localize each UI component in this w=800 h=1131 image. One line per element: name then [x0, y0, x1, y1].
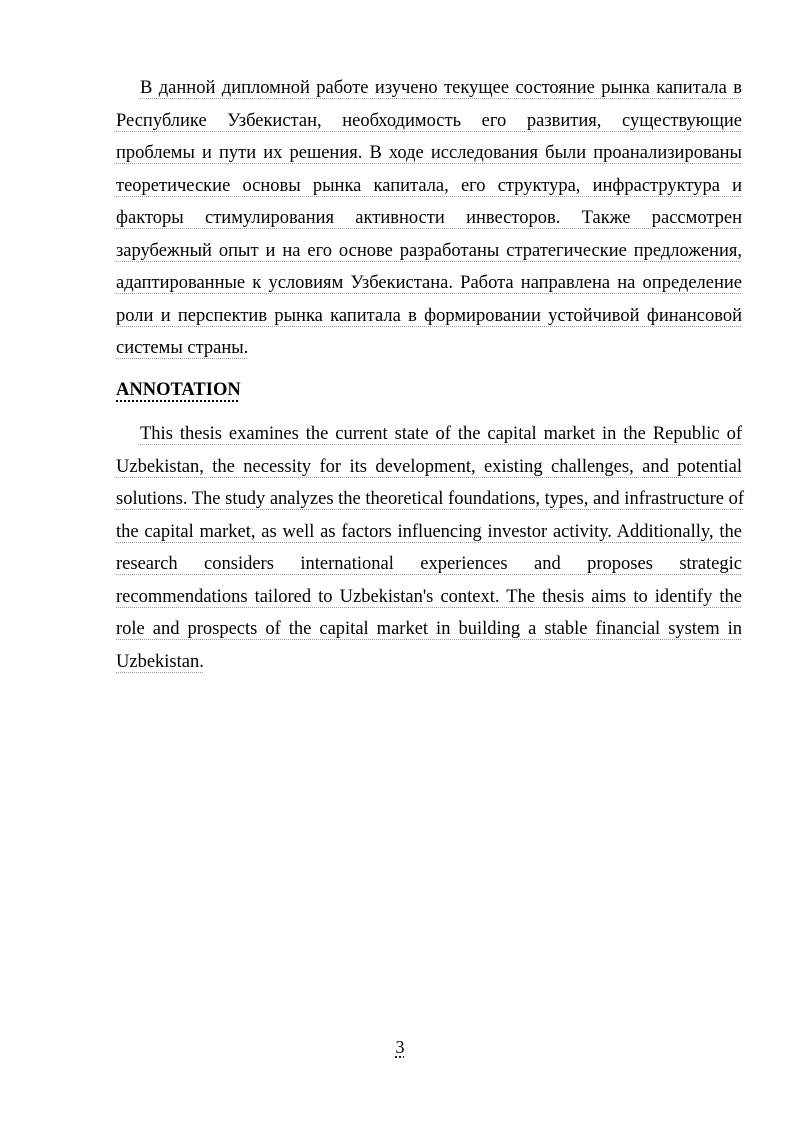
- annotation-line: This thesis examines the current state of the capital market in the Republic of: [140, 424, 742, 444]
- russian-abstract-line: адаптированные к условиям Узбекистана. Работа направлена на определение: [116, 273, 742, 293]
- annotation-line: research considers international experiences and proposes strategic: [116, 554, 742, 574]
- annotation-paragraph: [116, 418, 742, 678]
- russian-abstract-line: роли и перспектив рынка капитала в формировании устойчивой финансовой: [116, 305, 742, 326]
- russian-abstract-line: теоретические основы рынка капитала, его структура, инфраструктура и: [116, 175, 742, 196]
- annotation-line: the capital market, as well as factors influencing investor activity. Additionally, the: [116, 521, 742, 542]
- russian-abstract-line: Республике Узбекистан, необходимость его развития, существующие: [116, 110, 742, 131]
- annotation-line: recommendations tailored to Uzbekistan's context. The thesis aims to identify the: [116, 586, 742, 607]
- annotation-line: Uzbekistan, the necessity for its development, existing challenges, and potential: [116, 456, 742, 477]
- page-number-text: 3: [395, 1037, 405, 1057]
- annotation-line: solutions. The study analyzes the theoretical foundations, types, and infrastructure of: [116, 489, 744, 509]
- annotation-line: Uzbekistan.: [116, 651, 204, 672]
- russian-abstract-line: зарубежный опыт и на его основе разработаны стратегические предложения,: [116, 240, 742, 261]
- russian-abstract-paragraph: [116, 72, 742, 365]
- russian-abstract-line: факторы стимулирования активности инвесторов. Также рассмотрен: [116, 208, 742, 228]
- russian-abstract-line: системы страны.: [116, 338, 249, 358]
- annotation-line: role and prospects of the capital market in building a stable financial system in: [116, 619, 742, 639]
- russian-abstract-line: В данной дипломной работе изучено текущее состояние рынка капитала в: [140, 78, 742, 98]
- annotation-heading: ANNOTATION: [116, 380, 241, 400]
- page-number: [0, 1034, 800, 1060]
- russian-abstract-line: проблемы и пути их решения. В ходе исследования были проанализированы: [116, 143, 742, 163]
